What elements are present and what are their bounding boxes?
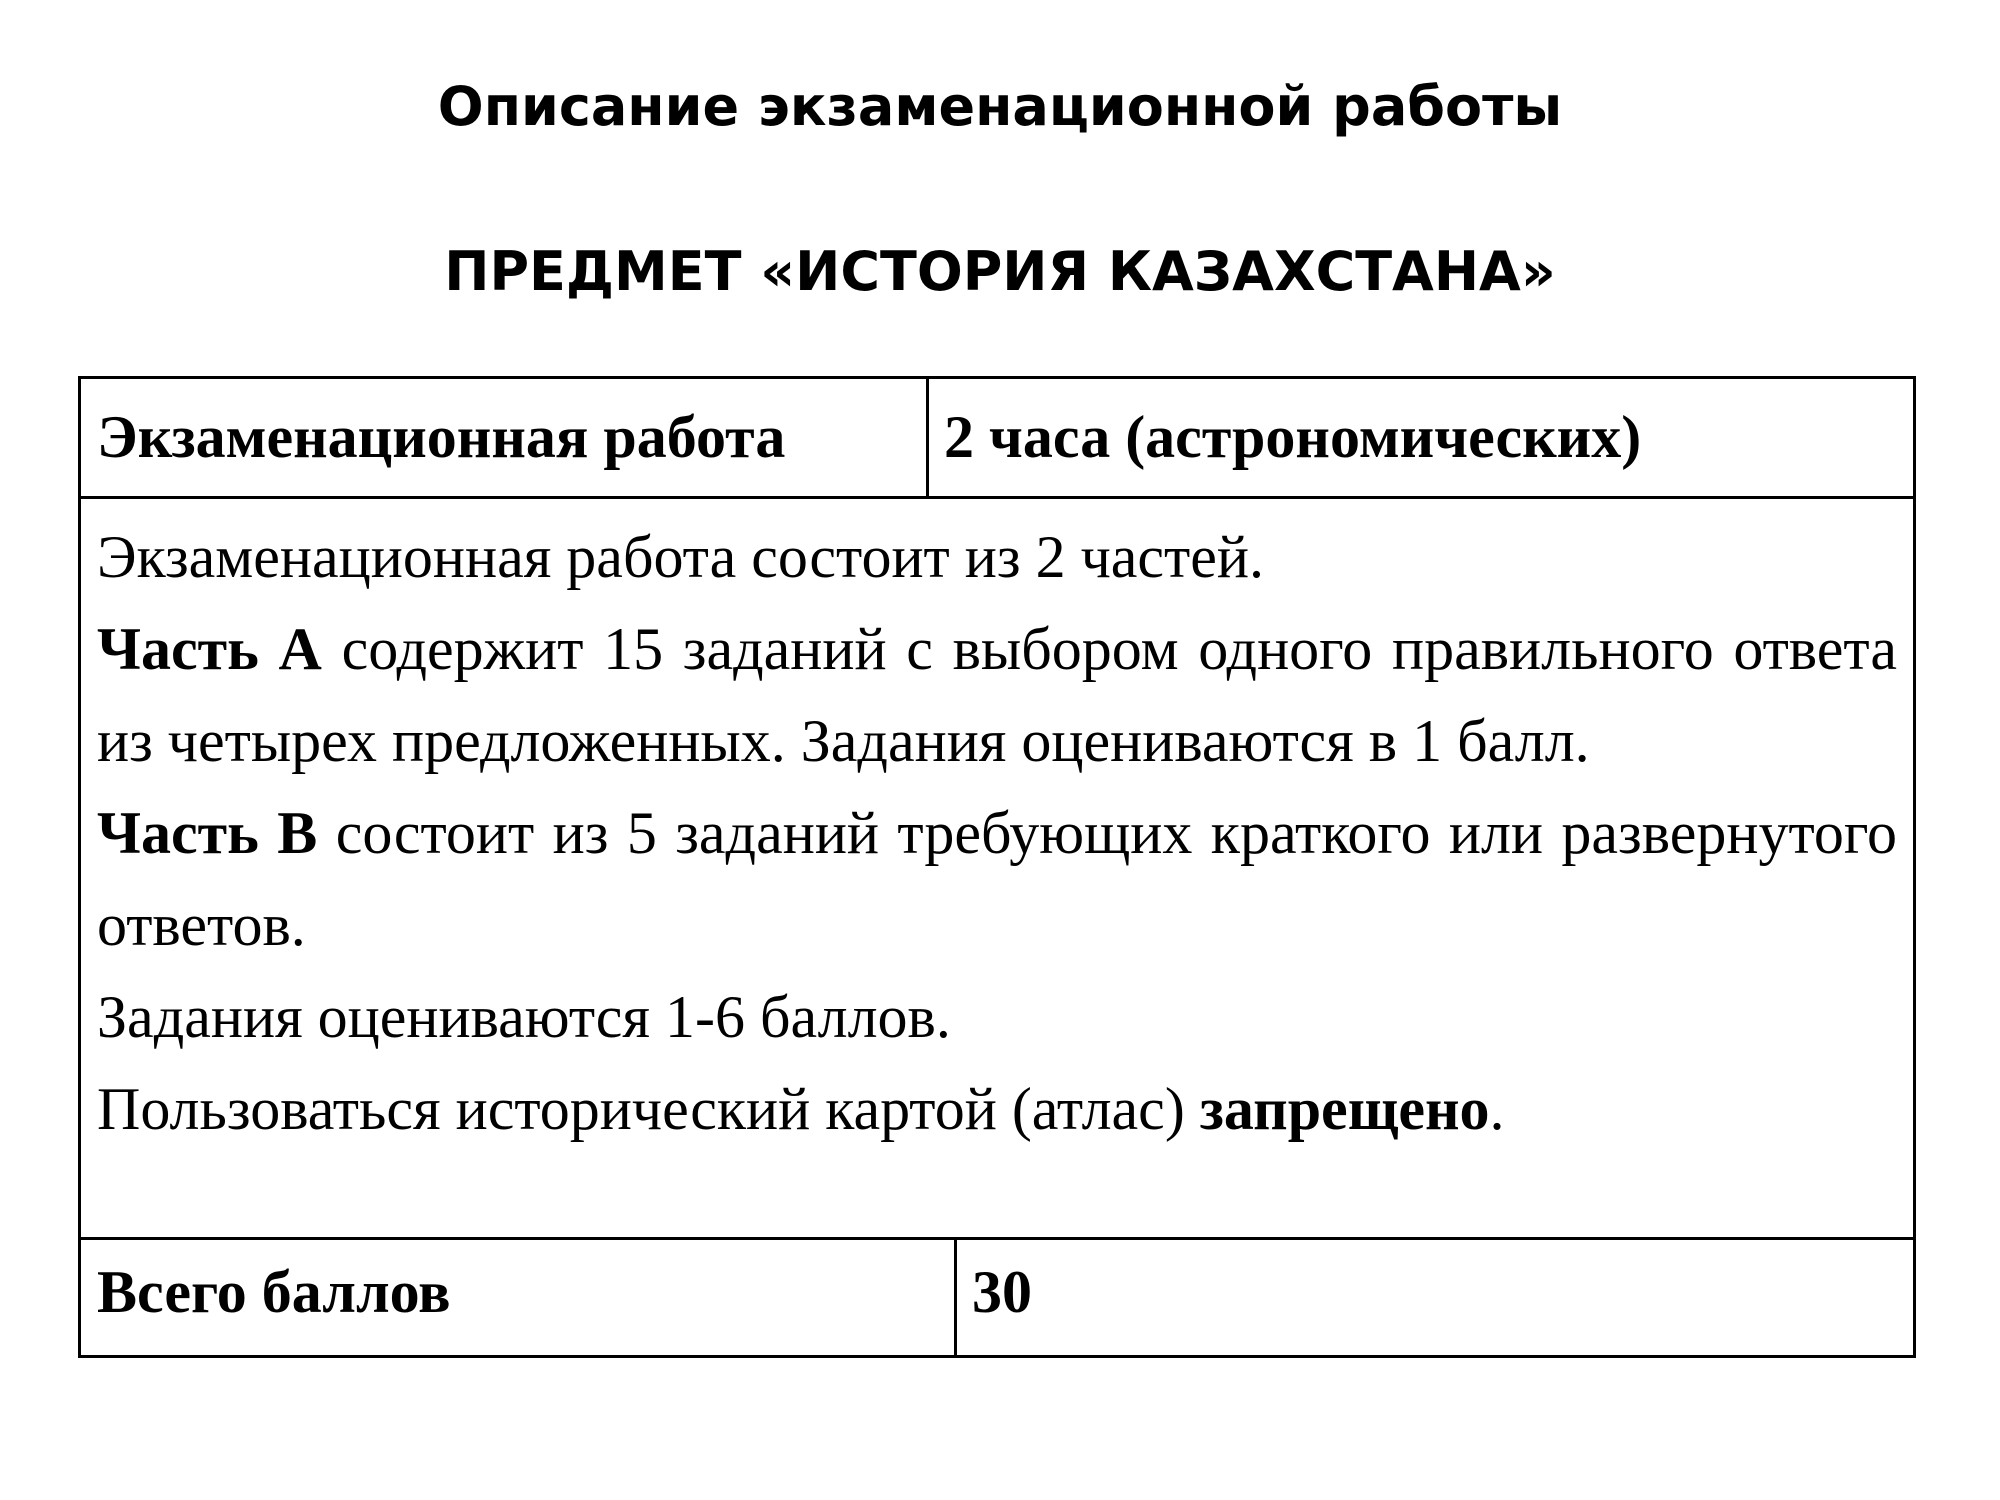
exam-info-table	[78, 376, 1916, 1358]
part-b-paragraph	[97, 787, 1897, 971]
table-cell-total-value	[957, 1240, 1913, 1355]
page-title: Описание экзаменационной работы	[437, 75, 1563, 138]
table-row-duration	[81, 379, 1913, 499]
atlas-text: Пользоваться исторический картой (атлас)	[97, 1076, 1200, 1142]
part-a-paragraph	[97, 603, 1897, 787]
part-b-label: Часть В	[97, 800, 318, 866]
part-a-label: Часть А	[97, 616, 322, 682]
table-cell-duration-value	[929, 379, 1913, 496]
description-text	[97, 511, 1897, 1155]
duration-value: 2 часа (астрономических)	[944, 404, 1642, 470]
total-value: 30	[972, 1259, 1032, 1325]
atlas-forbidden: запрещено	[1199, 1076, 1490, 1142]
atlas-paragraph	[97, 1063, 1897, 1155]
table-row-total	[81, 1240, 1913, 1355]
table-row-description	[81, 499, 1913, 1240]
table-cell-duration-label	[81, 379, 929, 496]
atlas-end: .	[1489, 1076, 1505, 1142]
description-intro: Экзаменационная работа состоит из 2 частей.	[97, 524, 1264, 590]
scoring-text: Задания оцениваются 1-6 баллов.	[97, 984, 951, 1050]
part-b-text: состоит из 5 заданий требующих краткого или развернутого ответов.	[97, 800, 1898, 958]
total-label: Всего баллов	[97, 1259, 451, 1325]
part-a-text: содержит 15 заданий с выбором одного правильного ответа из четырех предложенных. Задания оцениваются в 1 балл.	[97, 616, 1897, 774]
table-cell-total-label	[81, 1240, 957, 1355]
duration-label: Экзаменационная работа	[97, 404, 786, 470]
subject-title: ПРЕДМЕТ «ИСТОРИЯ КАЗАХСТАНА»	[444, 240, 1556, 303]
